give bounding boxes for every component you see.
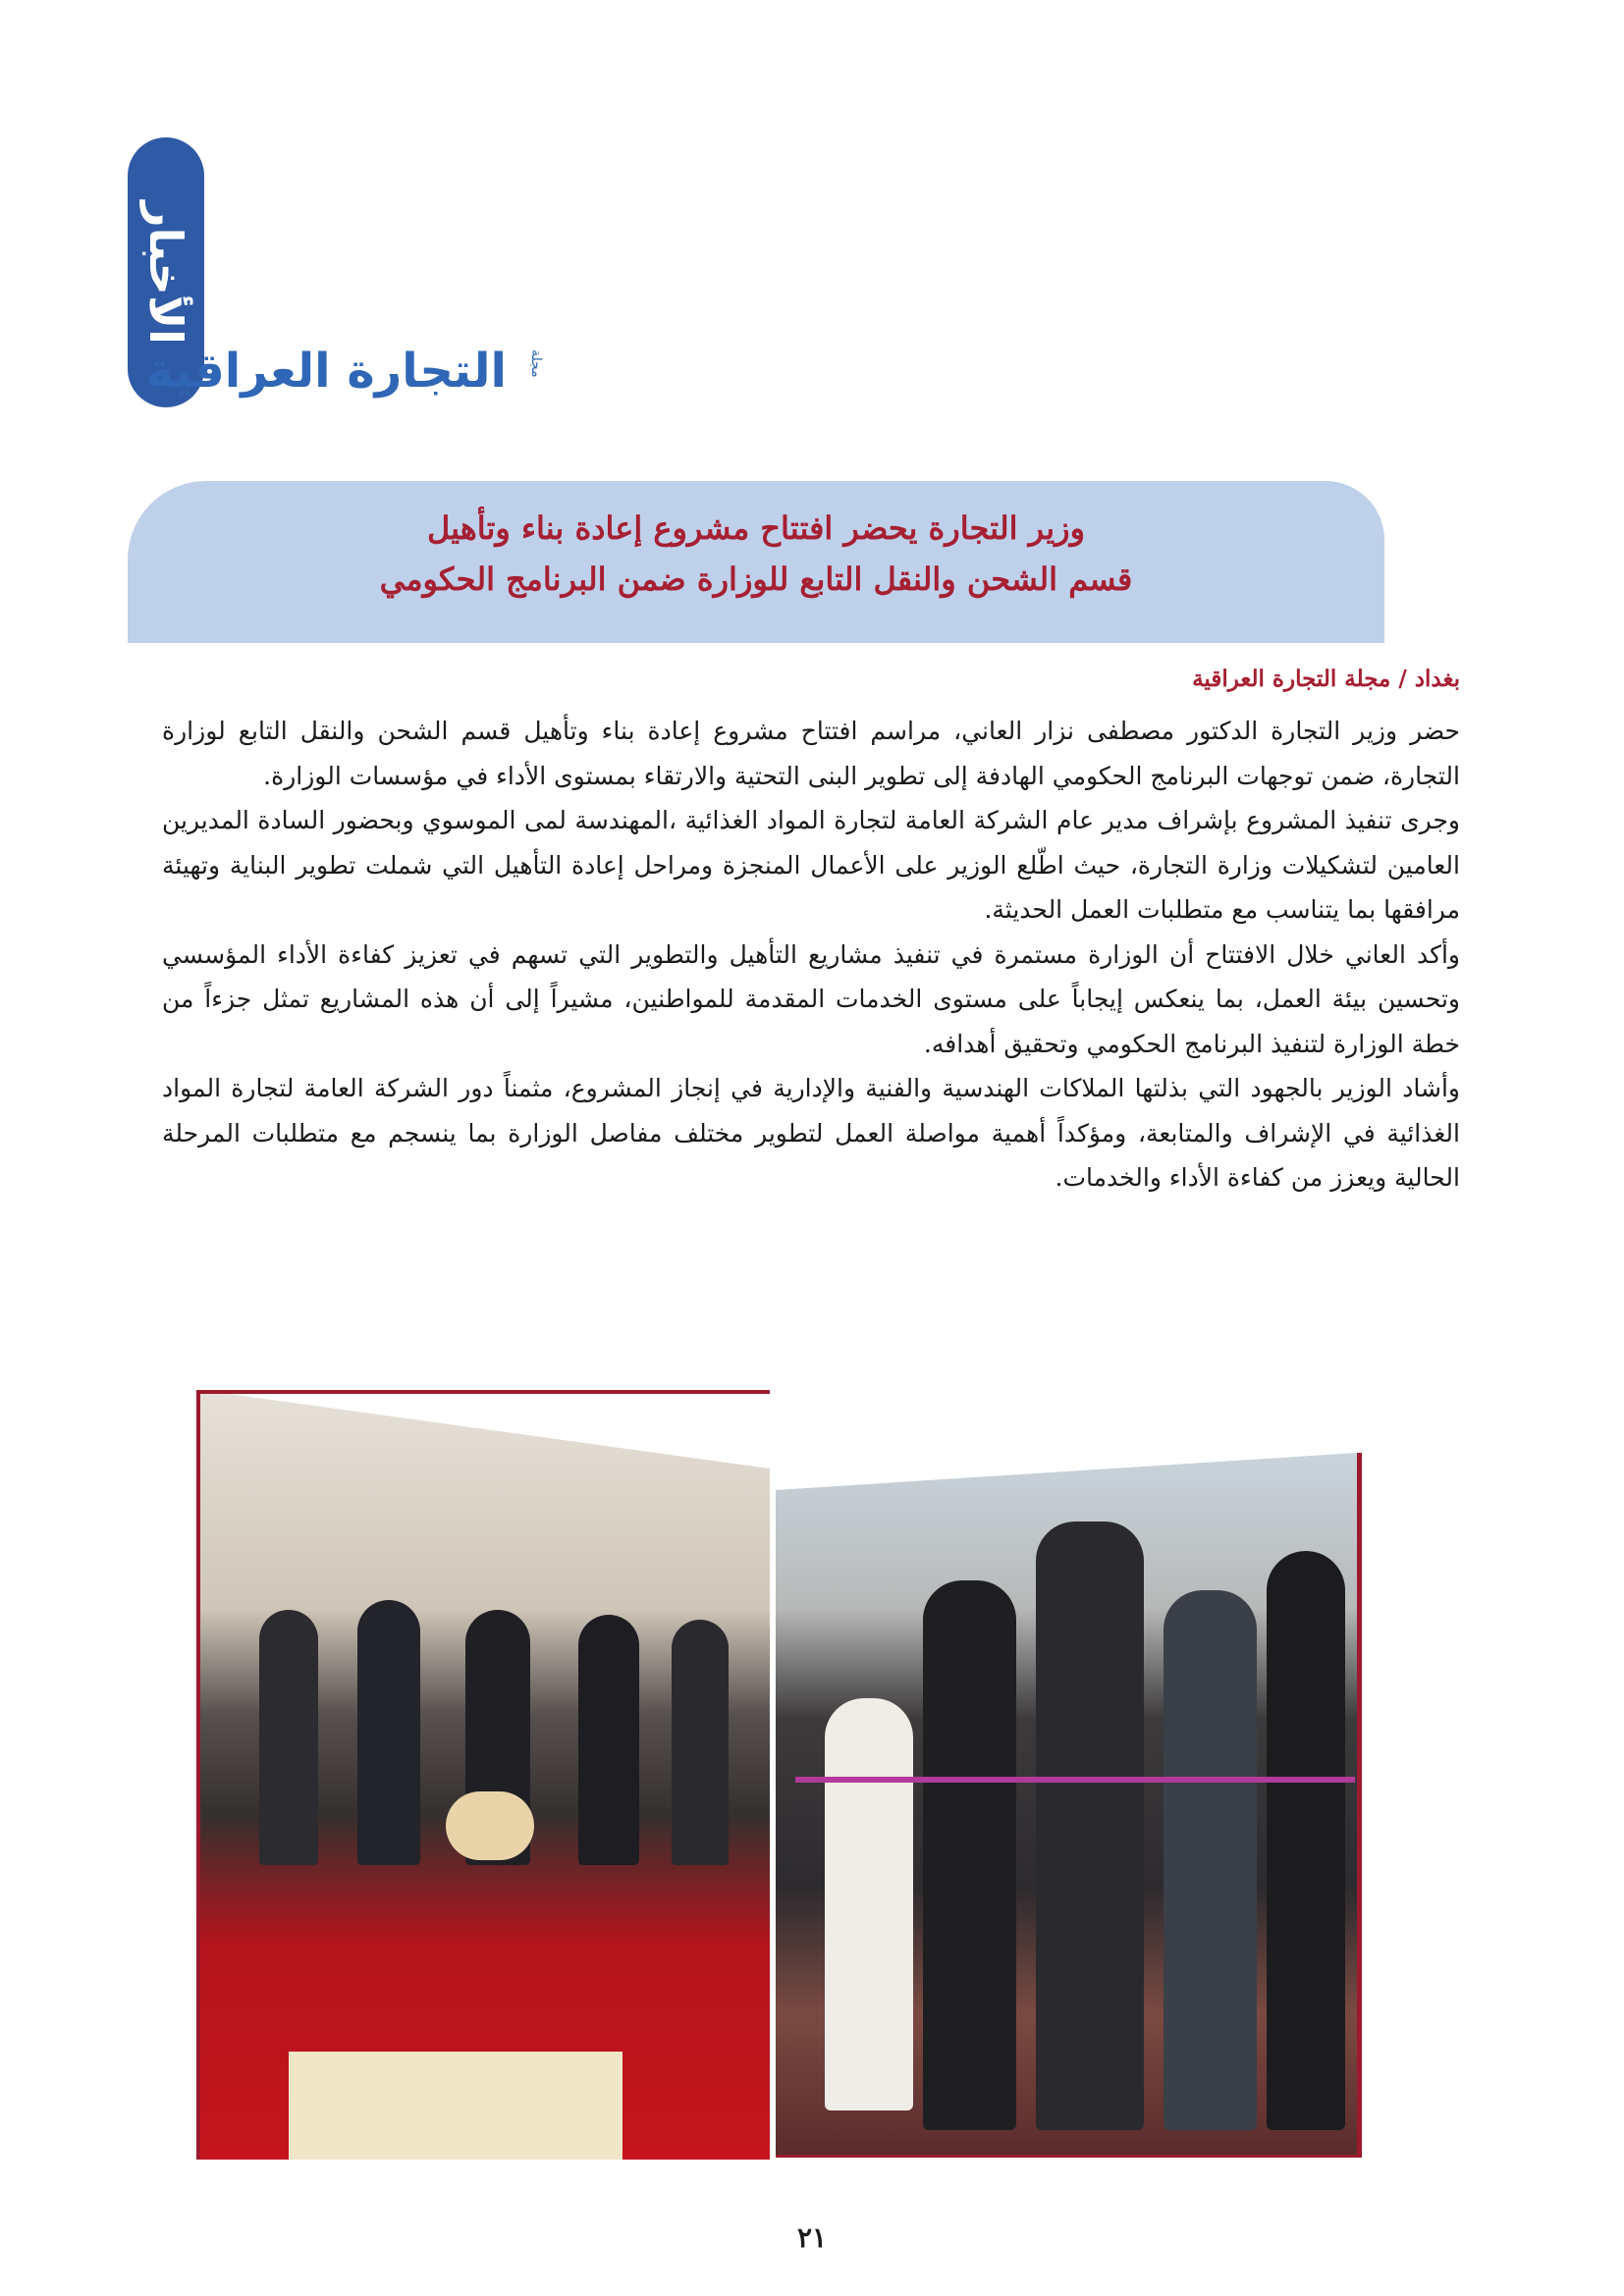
headline: [128, 503, 1384, 605]
headline-line-2: قسم الشحن والنقل التابع للوزارة ضمن البرنامج الحكومي: [379, 561, 1133, 598]
magazine-label: مجلة: [528, 349, 544, 378]
photo-corner-cut: [200, 1390, 770, 1468]
ribbon-cutting-photo: [776, 1453, 1362, 2158]
photo-corner-cut: [776, 1453, 1357, 1490]
ribbon: [795, 1777, 1355, 1783]
table-cloth: [289, 2052, 623, 2160]
magazine-name: التجارة العراقية: [145, 344, 507, 399]
headline-banner: [128, 481, 1384, 643]
person-figure: [825, 1698, 913, 2110]
headline-line-1: وزير التجارة يحضر افتتاح مشروع إعادة بناء وتأهيل: [426, 509, 1086, 547]
section-tab-label: الأخبار: [139, 200, 192, 345]
byline: بغداد / مجلة التجارة العراقية: [1192, 666, 1460, 692]
person-figure: [1267, 1551, 1345, 2130]
page-number: ٢١: [796, 2221, 828, 2254]
person-figure: [578, 1615, 639, 1865]
person-figure: [672, 1620, 729, 1865]
person-figure: [357, 1600, 420, 1865]
article-body: [162, 709, 1460, 1201]
person-figure: [1036, 1522, 1144, 2130]
paragraph-1: حضر وزير التجارة الدكتور مصطفى نزار العاني، مراسم افتتاح مشروع إعادة بناء وتأهيل قسم الشحن والنقل التابع لوزارة التجارة، ضمن توجهات البرنامج الحكومي الهادفة إلى تطوير البنى التحتية والارتقاء بمستوى الأداء في مؤسسات الوزارة.: [162, 717, 1460, 790]
ceremony-audience-photo: [196, 1390, 770, 2160]
person-figure: [1164, 1590, 1257, 2130]
paragraph-3: وأكد العاني خلال الافتتاح أن الوزارة مستمرة في تنفيذ مشاريع التأهيل والتطوير التي تسهم في تعزيز كفاءة الأداء المؤسسي وتحسين بيئة العمل، بما ينعكس إيجاباً على مستوى الخدمات المقدمة للمواطنين، مشيراً إلى أن هذه المشاريع تمثل جزءاً من خطة الوزارة لتنفيذ البرنامج الحكومي وتحقيق أهدافه.: [162, 939, 1460, 1058]
person-figure: [259, 1610, 318, 1865]
paragraph-4: وأشاد الوزير بالجهود التي بذلتها الملاكات الهندسية والفنية والإدارية في إنجاز المشروع، مثمناً دور الشركة العامة لتجارة المواد الغذائية في الإشراف والمتابعة، ومؤكداً أهمية مواصلة العمل لتطوير مختلف مفاصل الوزارة بما ينسجم مع متطلبات المرحلة الحالية ويعزز من كفاءة الأداء والخدمات.: [162, 1074, 1460, 1192]
magazine-logo: [145, 344, 544, 422]
paragraph-2: وجرى تنفيذ المشروع بإشراف مدير عام الشركة العامة لتجارة المواد الغذائية ،المهندسة لمى الموسوي وبحضور السادة المديرين العامين لتشكيلات وزارة التجارة، حيث اطّلع الوزير على الأعمال المنجزة ومراحل إعادة التأهيل التي شملت تطوير البناية وتهيئة مرافقها بما يتناسب مع متطلبات العمل الحديثة.: [162, 806, 1460, 924]
person-figure: [923, 1580, 1016, 2130]
flower-arrangement: [446, 1791, 534, 1860]
